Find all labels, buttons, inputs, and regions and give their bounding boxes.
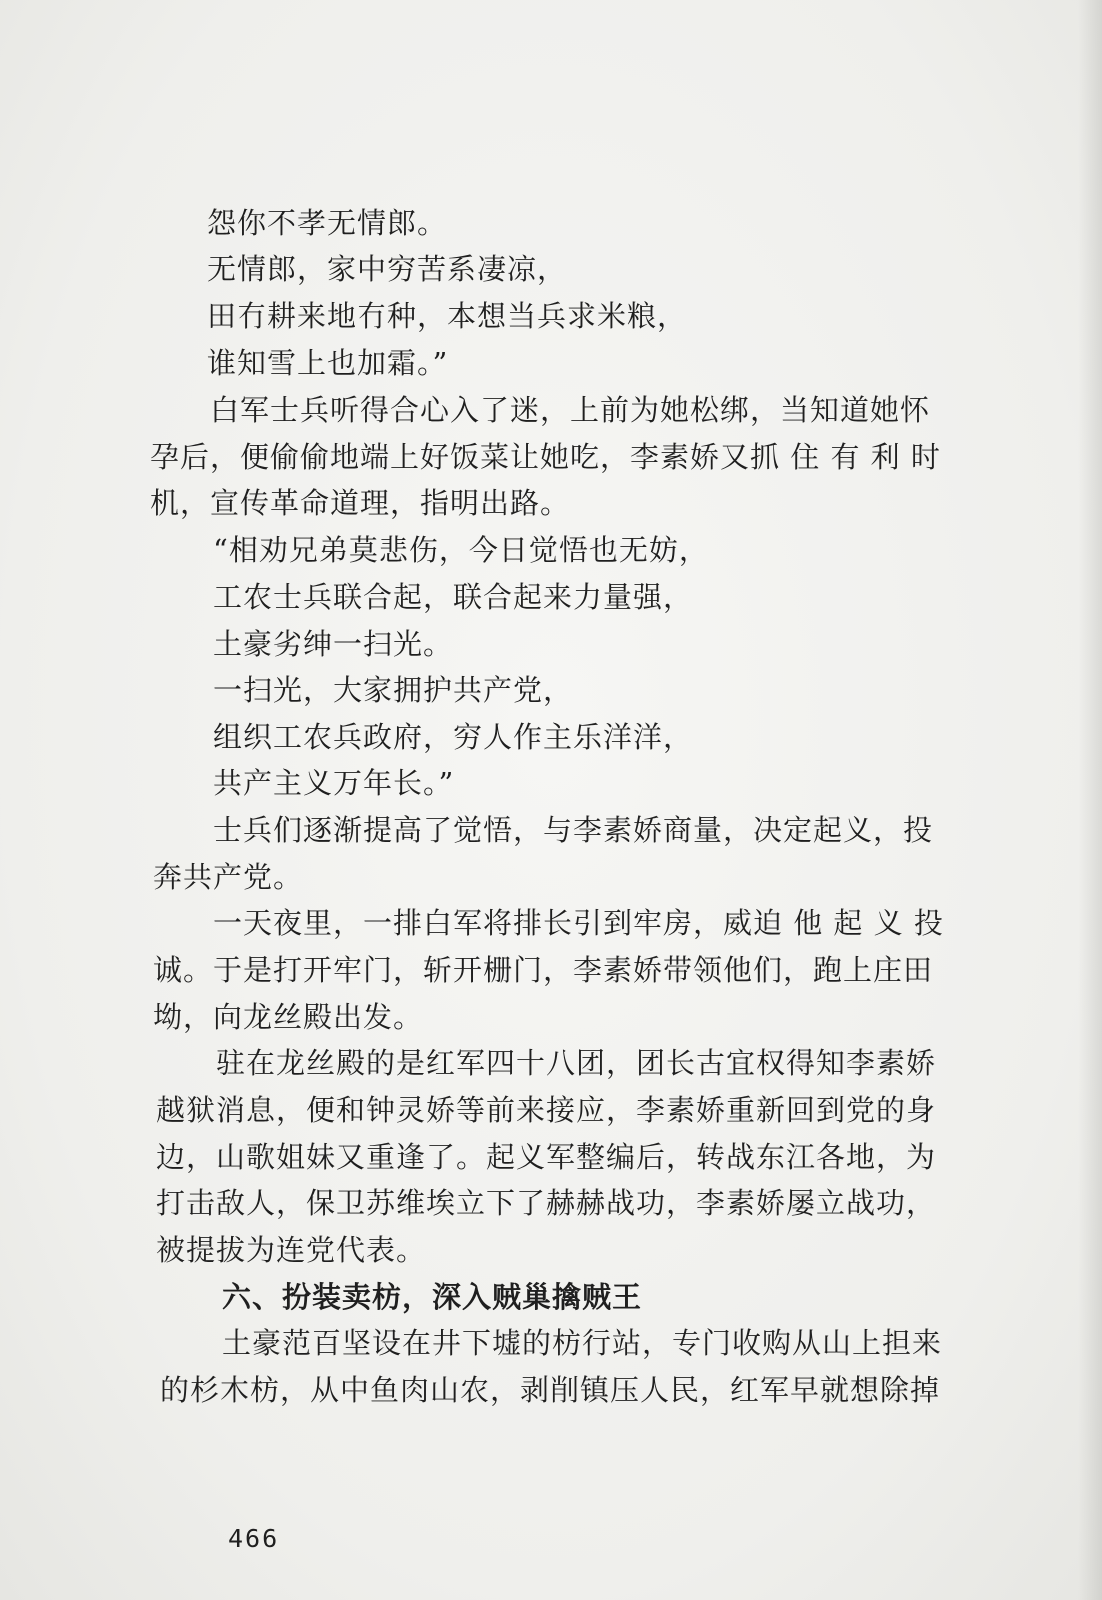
paragraph-line: 坳，向龙丝殿出发。 [153, 1000, 424, 1034]
paragraph-line: 打击敌人，保卫苏维埃立下了赫赫战功，李素娇屡立战功， [156, 1186, 937, 1220]
verse-line: 工农士兵联合起，联合起来力量强， [213, 580, 694, 614]
paragraph-line: 诚。于是打开牢门，斩开栅门，李素娇带领他们，跑上庄田 [153, 953, 934, 987]
paragraph-line: 的杉木枋，从中鱼肉山农，剥削镇压人民，红军早就想除掉 [160, 1373, 941, 1407]
verse-line: 组织工农兵政府，穷人作主乐洋洋， [213, 720, 694, 754]
paragraph-line: 驻在龙丝殿的是红军四十八团，团长古宜权得知李素娇 [216, 1046, 937, 1080]
paragraph-line: 白军士兵听得合心入了迷，上前为她松绑，当知道她怀 [210, 393, 931, 427]
verse-line: 共产主义万年长。” [213, 766, 455, 800]
paragraph-line: 机，宣传革命道理，指明出路。 [150, 486, 571, 520]
verse-line: 谁知雪上也加霜。” [207, 346, 449, 380]
verse-line: 一扫光，大家拥护共产党， [213, 673, 574, 707]
verse-line: 土豪劣绅一扫光。 [213, 627, 454, 661]
paragraph-line: 被提拔为连党代表。 [156, 1233, 427, 1267]
paragraph-line: 土豪范百坚设在井下墟的枋行站，专门收购从山上担来 [222, 1326, 943, 1360]
paragraph-line: 边，山歌姐妹又重逢了。起义军整编后，转战东江各地，为 [156, 1140, 937, 1174]
verse-line: 无情郎，家中穷苦系凄凉， [207, 252, 568, 286]
paragraph-line: 奔共产党。 [153, 860, 304, 894]
section-heading: 六、扮装卖枋，深入贼巢擒贼王 [222, 1280, 643, 1314]
verse-line: “相劝兄弟莫悲伤，今日觉悟也无妨， [213, 533, 709, 567]
paragraph-line: 一天夜里，一排白军将排长引到牢房，威迫 他 起 义 投 [213, 906, 944, 940]
paragraph-line: 士兵们逐渐提高了觉悟，与李素娇商量，决定起义，投 [213, 813, 934, 847]
verse-line: 怨你不孝无情郎。 [207, 206, 448, 240]
paragraph-line: 越狱消息，便和钟灵娇等前来接应，李素娇重新回到党的身 [156, 1093, 937, 1127]
scan-edge-shadow [1078, 0, 1102, 1600]
paragraph-line: 孕后，便偷偷地端上好饭菜让她吃，李素娇又抓 住 有 利 时 [150, 440, 941, 474]
page-number: 466 [228, 1524, 280, 1553]
verse-line: 田冇耕来地冇种，本想当兵求米粮， [207, 299, 688, 333]
